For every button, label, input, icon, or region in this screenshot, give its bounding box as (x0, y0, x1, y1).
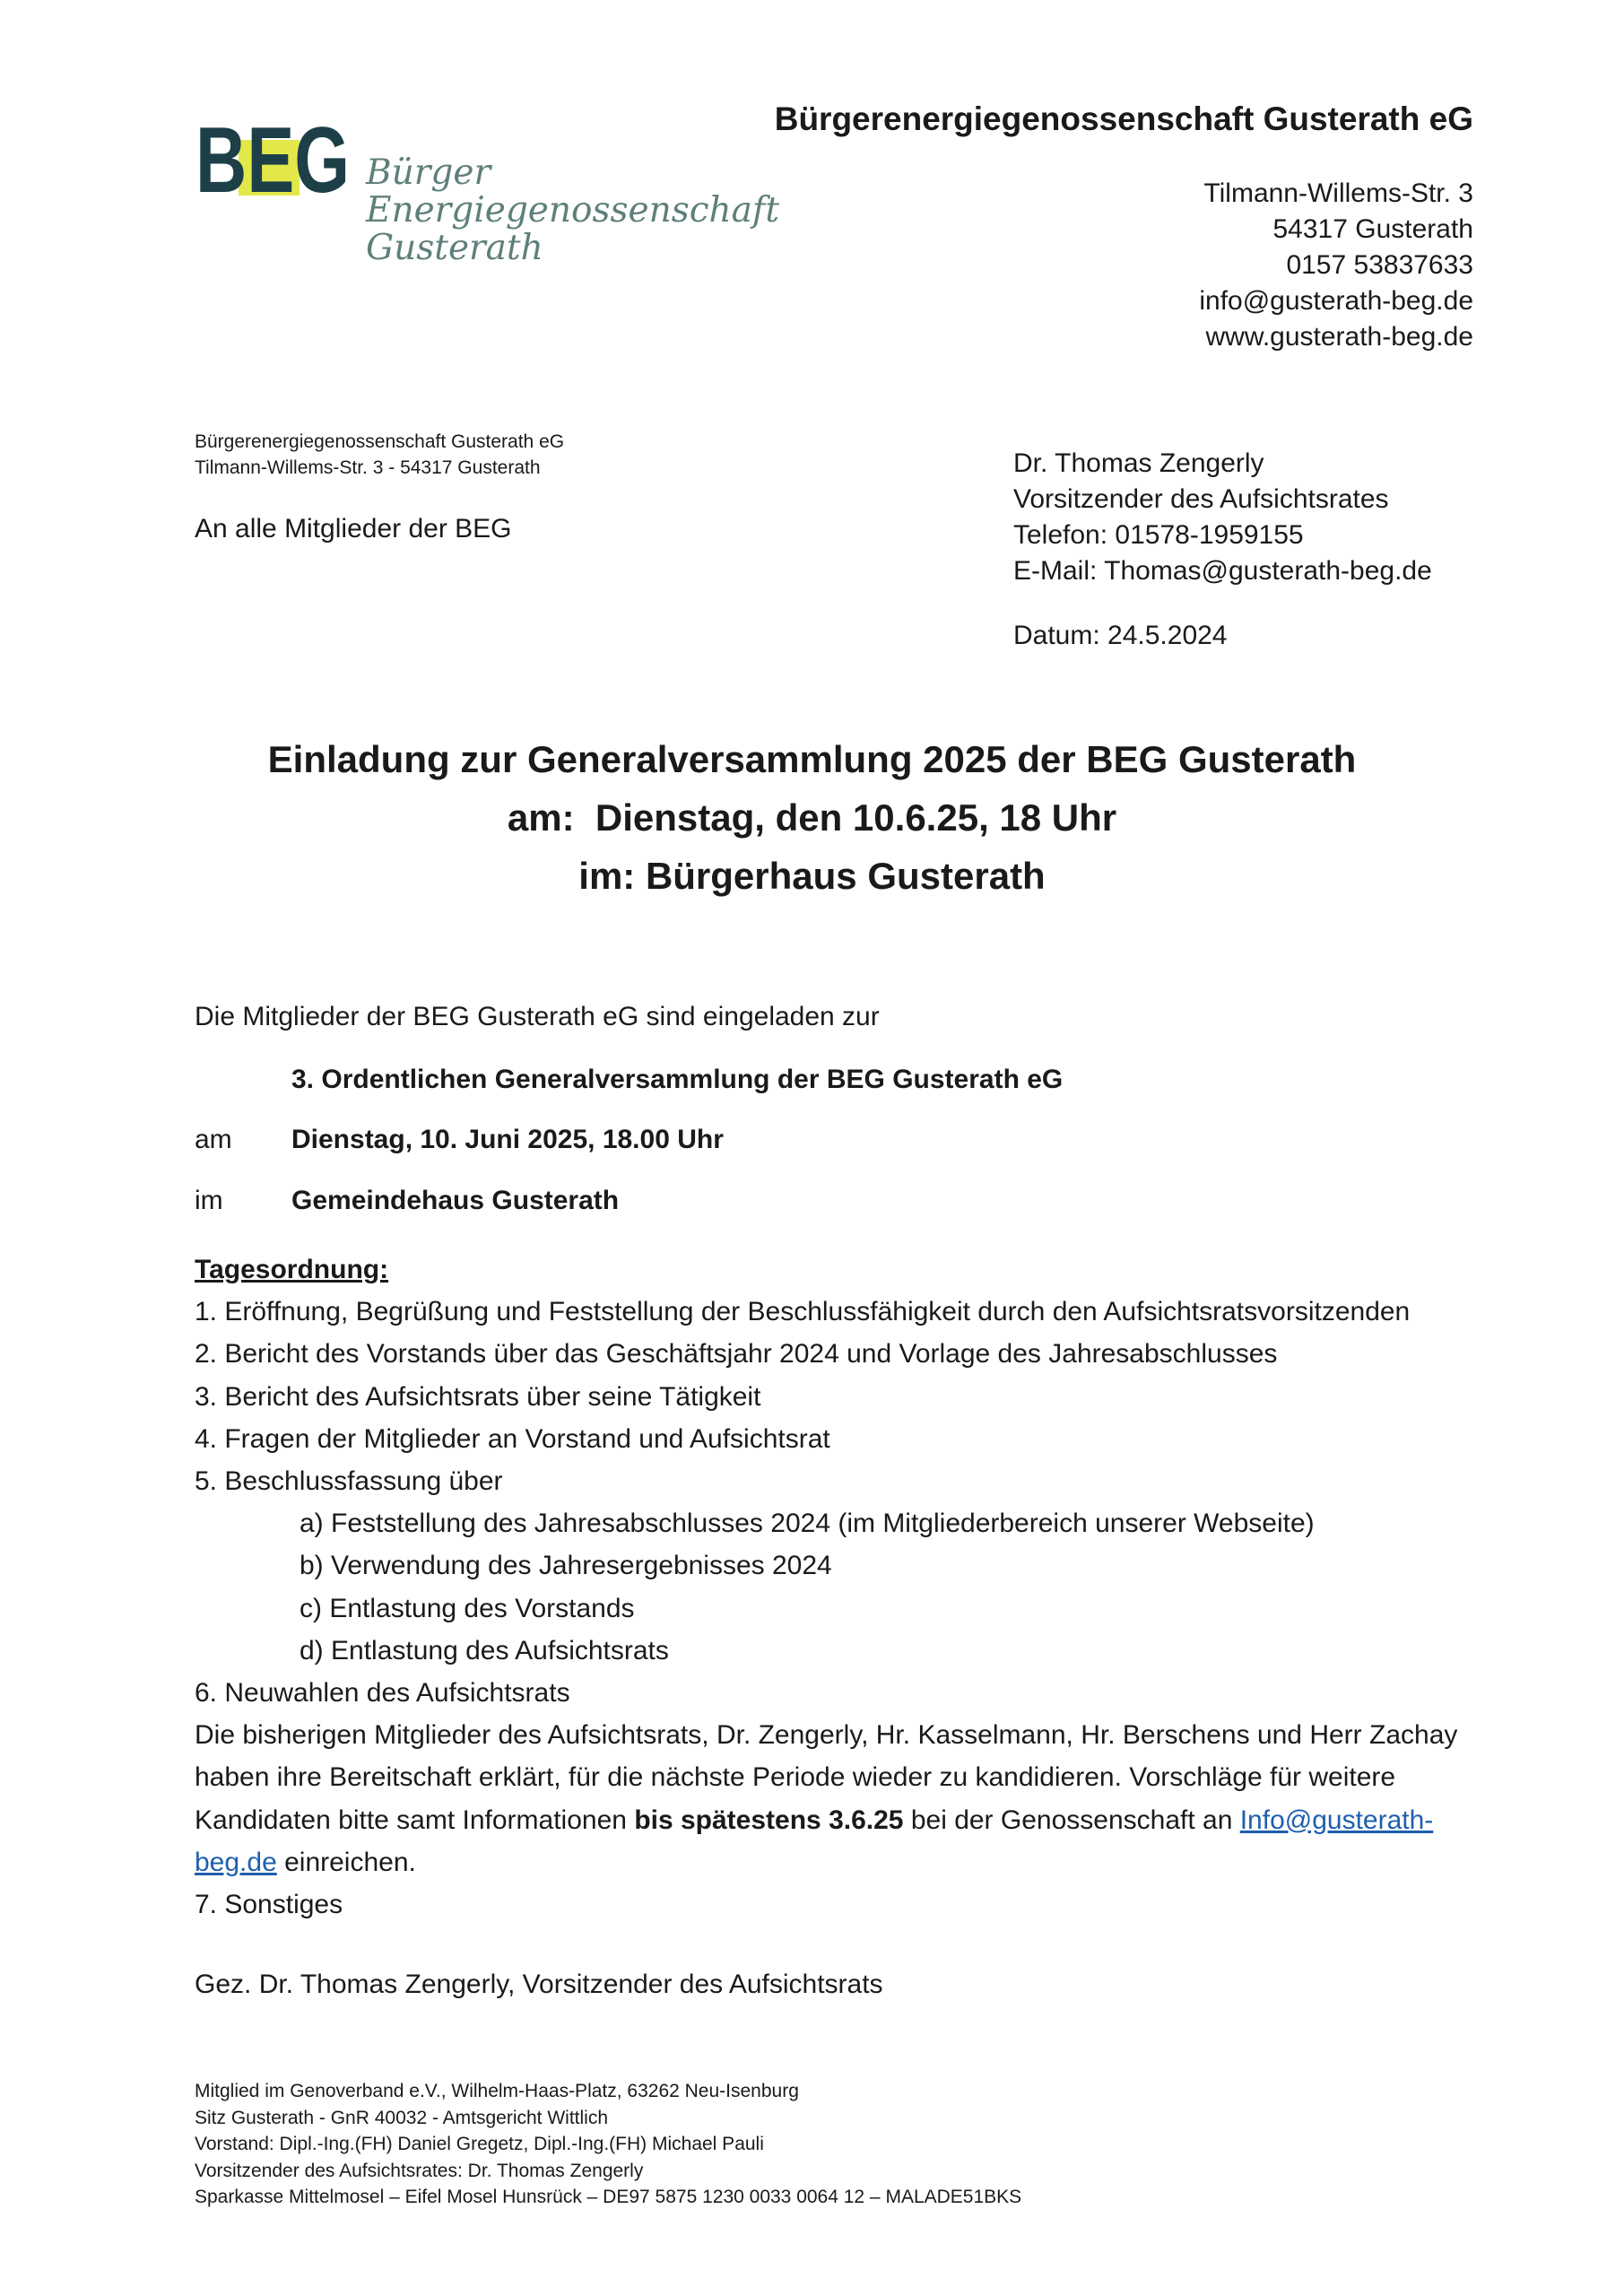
intro-text: Die Mitglieder der BEG Gusterath eG sind eingeladen zur (195, 1002, 880, 1031)
logo-line: Bürger (366, 152, 491, 193)
agenda-item: 5. Beschlussfassung über (195, 1466, 503, 1497)
agenda-subitem: c) Entlastung des Vorstands (300, 1593, 635, 1623)
logo-line: Energiegenossenschaft (366, 190, 780, 230)
footer (195, 2078, 1021, 2211)
org-street: Tilmann-Willems-Str. 3 (1203, 178, 1473, 208)
title-line: am: Dienstag, den 10.6.25, 18 Uhr (507, 796, 1117, 839)
logo-line: Gusterath (366, 228, 543, 268)
footer-line: Sparkasse Mittelmosel – Eifel Mosel Hunsrück – DE97 5875 1230 0033 0064 12 – MALADE51BKS (195, 2187, 1022, 2207)
svg-text:BEG: BEG (195, 109, 350, 213)
signer-name: Dr. Thomas Zengerly (1013, 448, 1264, 478)
place-label: im (195, 1186, 223, 1215)
signer-block (1013, 446, 1432, 589)
agenda-heading: Tagesordnung: (195, 1255, 389, 1284)
meeting-name: 3. Ordentlichen Generalversammlung der BEG Gusterath eG (291, 1065, 1064, 1094)
org-name: Bürgerenergiegenossenschaft Gusterath eG (774, 100, 1473, 137)
logo-wordmark (366, 154, 779, 267)
agenda-item: 3. Bericht des Aufsichtsrats über seine Tätigkeit (195, 1381, 761, 1412)
org-website[interactable]: www.gusterath-beg.de (1205, 322, 1473, 352)
place-value: Gemeindehaus Gusterath (291, 1186, 620, 1215)
title-line: im: Bürgerhaus Gusterath (578, 855, 1046, 897)
signer-phone: Telefon: 01578-1959155 (1013, 520, 1304, 550)
sender-line: Bürgerenergiegenossenschaft Gusterath eG (195, 431, 565, 452)
beg-logo (195, 109, 780, 276)
sender-return-address (195, 429, 564, 481)
agenda-item: 4. Fragen der Mitglieder an Vorstand und Aufsichtsrat (195, 1423, 830, 1454)
election-text: Die bisherigen Mitglieder des Aufsichtsrats, Dr. Zengerly, Hr. Kasselmann, Hr. Berschens und Herr Zachay haben ihre Bereitschaft erklärt, für die nächste Periode wieder zu kandidieren. Vorschläge für weitere Kandidaten bitte samt Informationen (195, 1720, 1458, 1835)
agenda-item: 1. Eröffnung, Begrüßung und Feststellung der Beschlussfähigkeit durch den Aufsichtsratsvorsitzenden (195, 1297, 1411, 1327)
org-email[interactable]: info@gusterath-beg.de (1199, 286, 1473, 316)
org-phone: 0157 53837633 (1286, 250, 1473, 280)
agenda (195, 1248, 1486, 1926)
agenda-subitem: b) Verwendung des Jahresergebnisses 2024 (300, 1551, 832, 1581)
footer-line: Vorstand: Dipl.-Ing.(FH) Daniel Gregetz, Dipl.-Ing.(FH) Michael Pauli (195, 2134, 764, 2154)
election-text: bei der Genossenschaft an (903, 1805, 1240, 1835)
election-text: einreichen. (276, 1847, 416, 1877)
email-link[interactable]: Info@gusterath-beg.de (195, 1805, 1434, 1877)
sender-line: Tilmann-Willems-Str. 3 - 54317 Gusterath (195, 457, 541, 478)
agenda-item: 7. Sonstiges (195, 1890, 343, 1920)
election-deadline: bis spätestens 3.6.25 (634, 1805, 904, 1835)
election-paragraph (195, 1714, 1486, 1883)
agenda-item: 2. Bericht des Vorstands über das Geschäftsjahr 2024 und Vorlage des Jahresabschlusses (195, 1339, 1278, 1370)
signer-email: E-Mail: Thomas@gusterath-beg.de (1013, 556, 1432, 586)
footer-line: Vorsitzender des Aufsichtsrates: Dr. Thomas Zengerly (195, 2160, 644, 2181)
page-title (0, 730, 1624, 905)
date-label: am (195, 1125, 232, 1154)
agenda-item: 6. Neuwahlen des Aufsichtsrats (195, 1678, 570, 1709)
date-value: Dienstag, 10. Juni 2025, 18.00 Uhr (291, 1125, 724, 1154)
beg-logo-mark (195, 109, 350, 213)
title-line: Einladung zur Generalversammlung 2025 der BEG Gusterath (267, 738, 1357, 780)
org-contact (1199, 176, 1473, 355)
signer-role: Vorsitzender des Aufsichtsrates (1013, 484, 1389, 514)
agenda-subitem: a) Feststellung des Jahresabschlusses 2024 (im Mitgliederbereich unserer Webseite) (300, 1509, 1315, 1539)
footer-line: Sitz Gusterath - GnR 40032 - Amtsgericht Wittlich (195, 2107, 608, 2128)
signature: Gez. Dr. Thomas Zengerly, Vorsitzender des Aufsichtsrats (195, 1970, 883, 1999)
letter-date: Datum: 24.5.2024 (1013, 621, 1228, 650)
org-city: 54317 Gusterath (1272, 214, 1473, 244)
agenda-subitem: d) Entlastung des Aufsichtsrats (300, 1635, 669, 1665)
footer-line: Mitglied im Genoverband e.V., Wilhelm-Haas-Platz, 63262 Neu-Isenburg (195, 2081, 799, 2101)
recipient: An alle Mitglieder der BEG (195, 514, 512, 544)
